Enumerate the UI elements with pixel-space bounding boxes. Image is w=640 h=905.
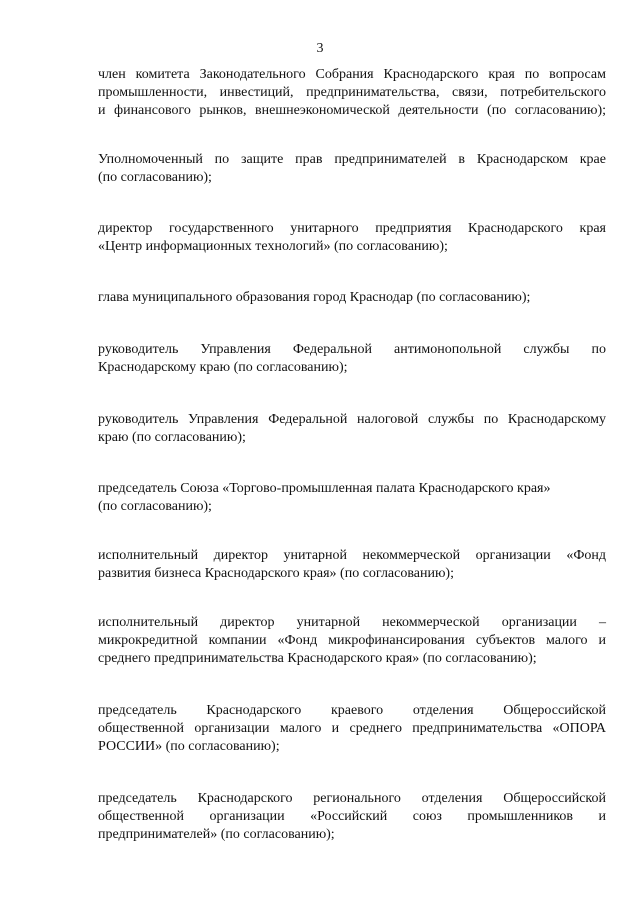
- text-line: общественной организации «Российский союз промышленников и: [98, 809, 606, 824]
- text-line: Уполномоченный по защите прав предпринимателей в Краснодарском крае: [98, 152, 606, 167]
- text-line: краю (по согласованию);: [98, 430, 246, 445]
- text-line: предпринимателей» (по согласованию);: [98, 827, 335, 842]
- text-line: среднего предпринимательства Краснодарского края» (по согласованию);: [98, 651, 537, 666]
- text-line: промышленности, инвестиций, предпринимательства, связи, потребительского: [98, 85, 606, 100]
- text-line: председатель Краснодарского регионального отделения Общероссийской: [98, 791, 606, 806]
- text-line: руководитель Управления Федеральной налоговой службы по Краснодарскому: [98, 412, 606, 427]
- list-item-antimonopoly-head: [98, 341, 606, 377]
- list-item-business-fund-director: [98, 547, 606, 583]
- text-line: Краснодарскому краю (по согласованию);: [98, 360, 348, 375]
- text-line: (по согласованию);: [98, 170, 212, 185]
- text-line: общественной организации малого и среднего предпринимательства «ОПОРА: [98, 721, 606, 736]
- list-item-business-ombudsman: [98, 151, 606, 187]
- text-line: председатель Союза «Торгово-промышленная палата Краснодарского края»: [98, 481, 551, 496]
- text-line: (по согласованию);: [98, 499, 212, 514]
- list-item-tax-service-head: [98, 411, 606, 447]
- list-item-rspp: [98, 790, 606, 844]
- text-line: директор государственного унитарного предприятия Краснодарского края: [98, 221, 606, 236]
- text-line: исполнительный директор унитарной некоммерческой организации «Фонд: [98, 548, 606, 563]
- list-item-committee-member: [98, 66, 606, 120]
- list-item-microfinance-fund-director: [98, 614, 606, 668]
- list-item-opora-russia: [98, 702, 606, 756]
- text-line: и финансового рынков, внешнеэкономической деятельности (по согласованию);: [98, 103, 606, 118]
- text-line: развития бизнеса Краснодарского края» (по согласованию);: [98, 566, 454, 581]
- list-item-krasnodar-head: [98, 289, 606, 307]
- text-line: РОССИИ» (по согласованию);: [98, 739, 280, 754]
- text-line: исполнительный директор унитарной некоммерческой организации –: [98, 615, 606, 630]
- text-line: микрокредитной компании «Фонд микрофинансирования субъектов малого и: [98, 633, 606, 648]
- text-line: «Центр информационных технологий» (по согласованию);: [98, 239, 448, 254]
- text-line: председатель Краснодарского краевого отделения Общероссийской: [98, 703, 606, 718]
- page-number: 3: [316, 41, 324, 56]
- text-line: руководитель Управления Федеральной антимонопольной службы по: [98, 342, 606, 357]
- list-item-it-center-director: [98, 220, 606, 256]
- list-item-chamber-of-commerce: [98, 480, 606, 516]
- text-line: член комитета Законодательного Собрания Краснодарского края по вопросам: [98, 67, 606, 82]
- text-line: глава муниципального образования город Краснодар (по согласованию);: [98, 290, 531, 305]
